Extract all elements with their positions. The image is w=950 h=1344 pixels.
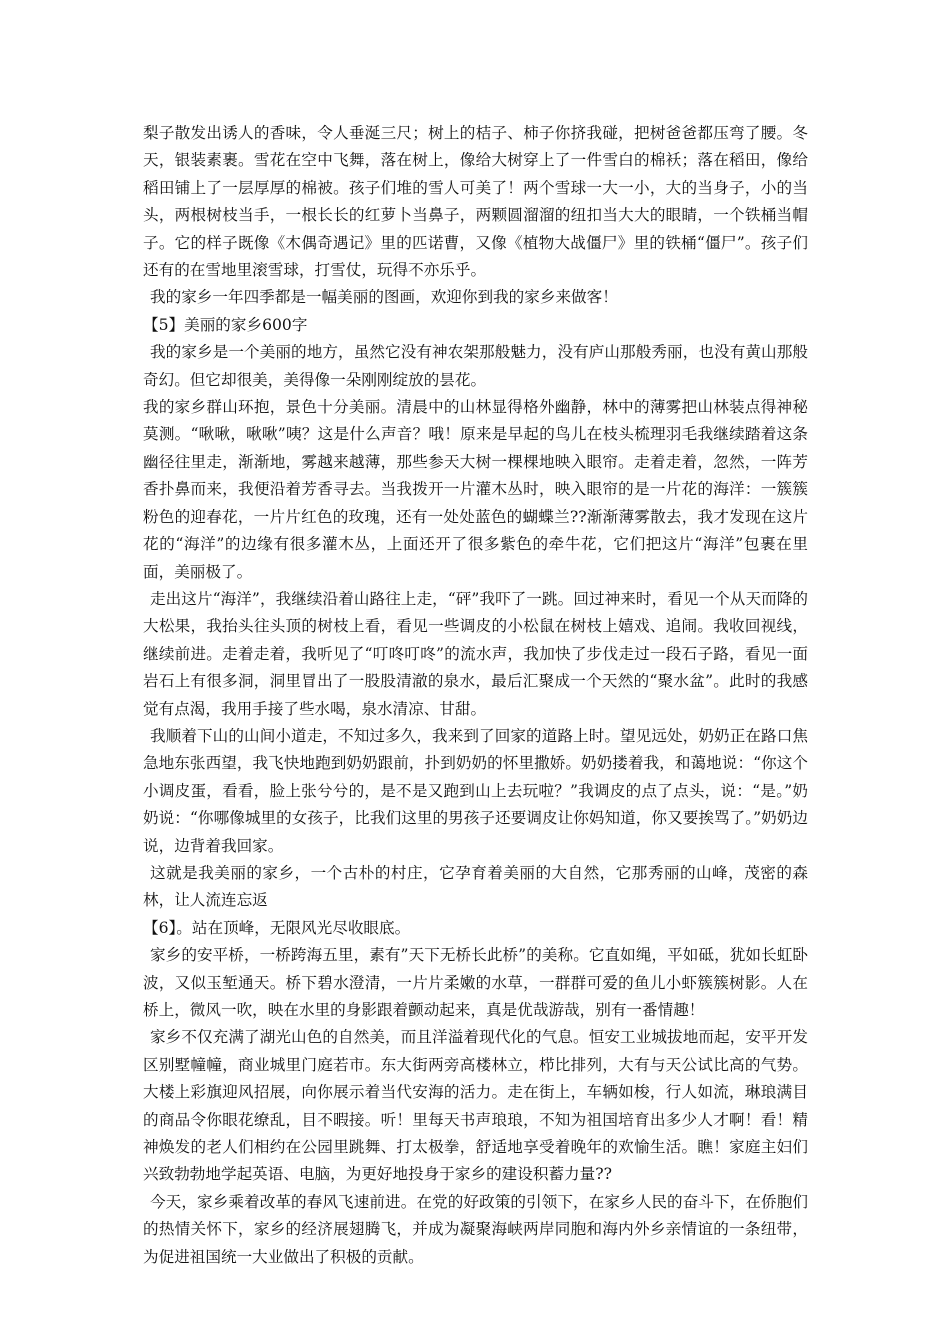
document-body	[143, 120, 808, 1271]
paragraph-conclusion-5: 这就是我美丽的家乡，一个古朴的村庄，它孕育着美丽的大自然，它那秀丽的山峰，茂密的森林，让人流连忘返	[143, 863, 808, 910]
section-heading-6: 【6】。站在顶峰，无限风光尽收眼底。	[143, 918, 411, 937]
paragraph-grandma: 我顺着下山的山间小道走，不知过多久，我来到了回家的道路上时。望见远处，奶奶正在路口焦急地东张西望，我飞快地跑到奶奶跟前，扑到奶奶的怀里撒娇。奶奶搂着我，和蔼地说：“你这个小调皮蛋，看看，脸上张兮兮的，是不是又跑到山上去玩啦？”我调皮的点了点头，说：“是。”奶奶说：“你哪像城里的女孩子，比我们这里的男孩子还要调皮让你妈知道，你又要挨骂了。”奶奶边说，边背着我回家。	[143, 726, 808, 855]
paragraph-reform-today: 今天，家乡乘着改革的春风飞速前进。在党的好政策的引领下，在家乡人民的奋斗下，在侨胞们的热情关怀下，家乡的经济展翅腾飞，并成为凝聚海峡两岸同胞和海内外乡亲情谊的一条纽带，为促进祖国统一大业做出了积极的贡献。	[143, 1192, 808, 1266]
paragraph-mountain-forest: 我的家乡群山环抱，景色十分美丽。清晨中的山林显得格外幽静，林中的薄雾把山林装点得神秘莫测。“啾啾，啾啾”咦？这是什么声音？哦！原来是早起的鸟儿在枝头梳理羽毛我继续踏着这条幽径往里走，渐渐地，雾越来越薄，那些参天大树一棵棵地映入眼帘。走着走着，忽然，一阵芳香扑鼻而来，我便沿着芳香寻去。当我拨开一片灌木丛时，映入眼帘的是一片花的海洋：一簇簇粉色的迎春花，一片片红色的玫瑰，还有一处处蓝色的蝴蝶兰??渐渐薄雾散去，我才发现在这片花的“海洋”的边缘有很多灌木丛，上面还开了很多紫色的牵牛花，它们把这片“海洋”包裹在里面，美丽极了。	[143, 398, 808, 581]
paragraph-winter-scene: 梨子散发出诱人的香味，令人垂涎三尺；树上的桔子、柿子你挤我碰，把树爸爸都压弯了腰。冬天，银装素裹。雪花在空中飞舞，落在树上，像给大树穿上了一件雪白的棉袄；落在稻田，像给稻田铺上了一层厚厚的棉被。孩子们堆的雪人可美了！两个雪球一大一小，大的当身子，小的当头，两根树枝当手，一根长长的红萝卜当鼻子，两颗圆溜溜的纽扣当大大的眼睛，一个铁桶当帽子。它的样子既像《木偶奇遇记》里的匹诺曹，又像《植物大战僵尸》里的铁桶“僵尸”。孩子们还有的在雪地里滚雪球，打雪仗，玩得不亦乐乎。	[143, 124, 808, 280]
paragraph-anping-bridge: 家乡的安平桥，一桥跨海五里，素有”天下无桥长此桥”的美称。它直如绳，平如砥，犹如长虹卧波，又似玉堑通天。桥下碧水澄清，一片片柔嫩的水草，一群群可爱的鱼儿小虾簇簇树影。人在桥上，微风一吹，映在水里的身影跟着颤动起来，真是优哉游哉，别有一番情趣！	[143, 946, 808, 1019]
paragraph-hometown-intro: 我的家乡是一个美丽的地方，虽然它没有神农架那般魅力，没有庐山那般秀丽，也没有黄山那般奇幻。但它却很美，美得像一朵刚刚绽放的昙花。	[143, 343, 808, 389]
paragraph-four-seasons-closing: 我的家乡一年四季都是一幅美丽的图画，欢迎你到我的家乡来做客！	[150, 288, 618, 307]
paragraph-pine-cone-spring: 走出这片“海洋”，我继续沿着山路往上走，“砰”我吓了一跳。回过神来时，看见一个从天而降的大松果，我抬头往头顶的树枝上看，看见一些调皮的小松鼠在树枝上嬉戏、追闹。我收回视线，继续前进。走着走着，我听见了“叮咚叮咚”的流水声，我加快了步伐走过一段石子路，看见一面岩石上有很多洞，洞里冒出了一股股清澈的泉水，最后汇聚成一个天然的“聚水盆”。此时的我感觉有点渴，我用手接了些水喝，泉水清凉、甘甜。	[143, 589, 808, 718]
paragraph-modern-city: 家乡不仅充满了湖光山色的自然美，而且洋溢着现代化的气息。恒安工业城拔地而起，安平开发区别墅幢幢，商业城里门庭若市。东大街两旁高楼林立，栉比排列，大有与天公试比高的气势。大楼上彩旗迎风招展，向你展示着当代安海的活力。走在街上，车辆如梭，行人如流，琳琅满目的商品令你眼花缭乱，目不暇接。听！里每天书声琅琅，不知为祖国培育出多少人才啊！看！精神焕发的老人们相约在公园里跳舞、打太极拳，舒适地享受着晚年的欢愉生活。瞧！家庭主妇们兴致勃勃地学起英语、电脑，为更好地投身于家乡的建设积蓄力量??	[143, 1028, 808, 1184]
section-heading-5: 【5】美丽的家乡600字	[143, 315, 308, 334]
